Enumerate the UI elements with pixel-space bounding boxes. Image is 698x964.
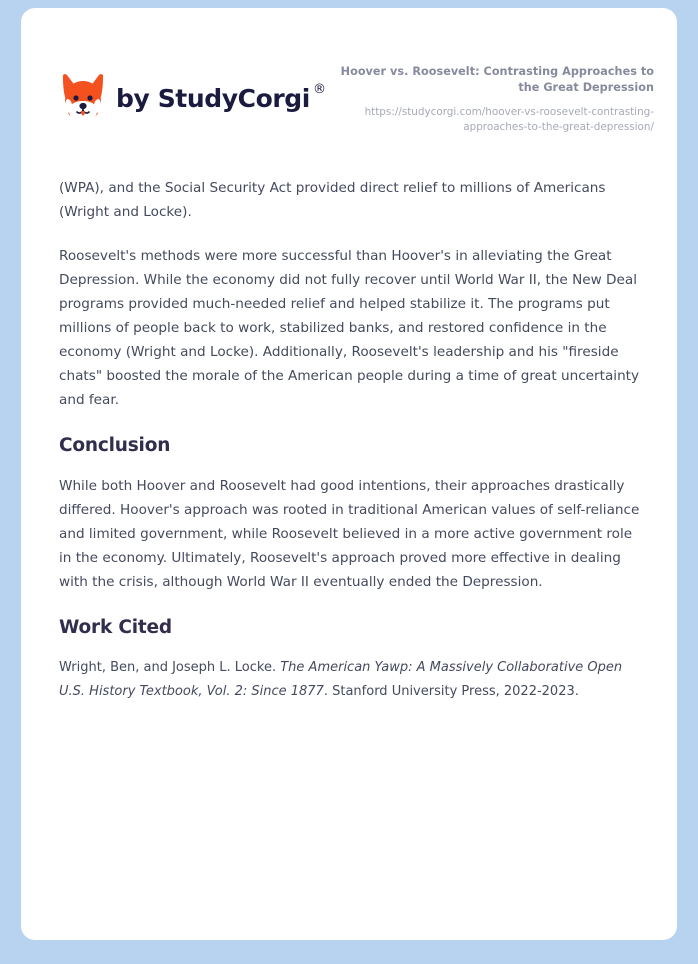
body-paragraph: Roosevelt's methods were more successful than Hoover's in alleviating the Great Depression. While the economy did not fully recover until World War II, the New Deal programs provided much-needed relief and helped stabilize it. The programs put millions of people back to work, stabilized banks, and restored confidence in the economy (Wright and Locke). Additionally, Roosevelt's leadership and his "fireside chats" boosted the morale of the American people during a time of great uncertainty and fear. — [59, 248, 640, 408]
citation-author: Wright, Ben, and Joseph L. Locke. — [59, 660, 281, 675]
document-meta — [338, 64, 654, 135]
corgi-logo-icon — [59, 71, 107, 123]
brand-logo-group[interactable] — [59, 71, 326, 123]
citation-entry — [59, 656, 643, 704]
page-title: Hoover vs. Roosevelt: Contrasting Approaches to the Great Depression — [340, 65, 654, 94]
brand-wordmark-text: by StudyCorgi — [116, 83, 310, 113]
registered-trademark-icon: ® — [312, 82, 326, 98]
citation-title: The American Yawp: A Massively Collaborative Open U.S. History Textbook, Vol. 2: Since 1877 — [59, 660, 623, 699]
citation-publisher: . Stanford University Press, 2022-2023. — [323, 684, 579, 699]
document-body — [59, 176, 643, 704]
section-heading-work-cited: Work Cited — [59, 617, 172, 638]
document-page-card — [21, 8, 677, 940]
section-heading-conclusion: Conclusion — [59, 435, 171, 456]
brand-wordmark — [116, 82, 326, 113]
source-url[interactable]: https://studycorgi.com/hoover-vs-roosevelt-contrasting-approaches-to-the-great-depression/ — [364, 106, 654, 133]
document-header — [21, 8, 677, 156]
body-paragraph: (WPA), and the Social Security Act provided direct relief to millions of Americans (Wright and Locke). — [59, 180, 606, 220]
conclusion-paragraph: While both Hoover and Roosevelt had good intentions, their approaches drastically differed. Hoover's approach was rooted in traditional American values of self-reliance and limited government, while Roosevelt believed in a more active government role in the economy. Ultimately, Roosevelt's approach proved more effective in dealing with the crisis, although World War II eventually ended the Depression. — [59, 478, 640, 590]
